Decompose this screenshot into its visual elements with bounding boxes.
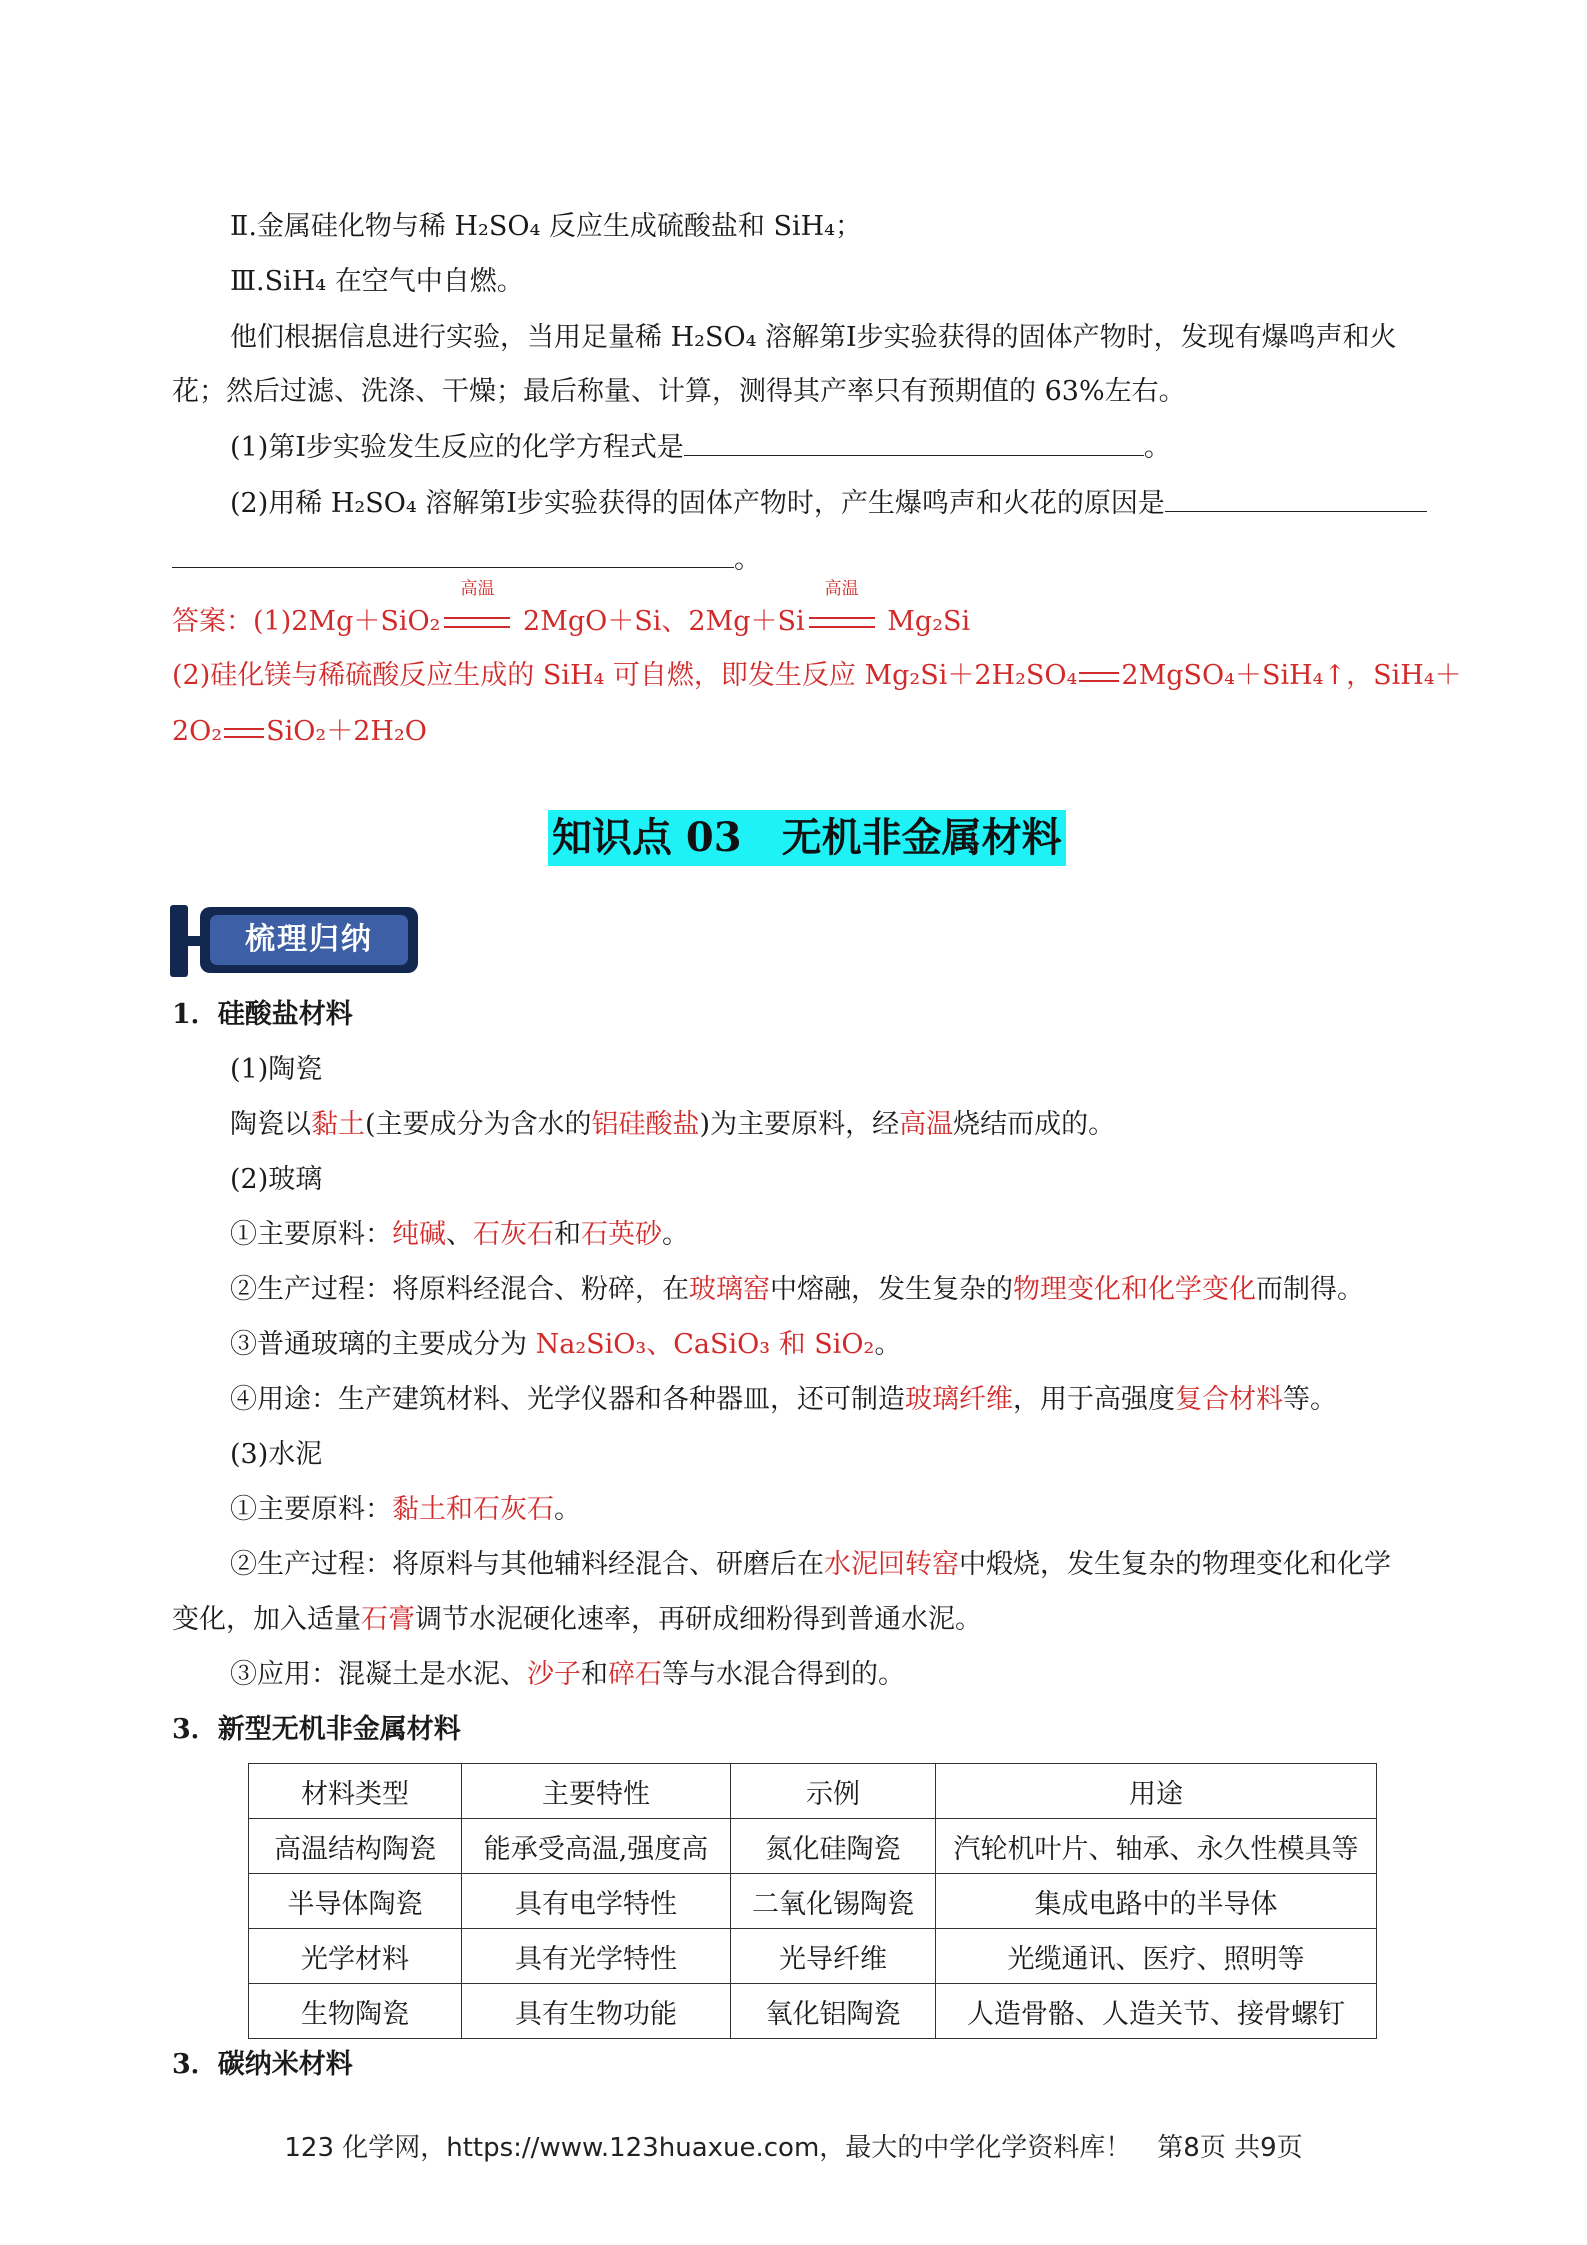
materials-table bbox=[248, 1763, 1377, 2039]
answer-line1 bbox=[172, 579, 971, 642]
intro-step3: Ⅲ.SiH₄ 在空气中自燃。 bbox=[230, 266, 524, 297]
answer-line3 bbox=[172, 712, 427, 752]
condition-label-1: 高温 bbox=[460, 579, 495, 599]
intro-paragraph-line1: 他们根据信息进行实验，当用足量稀 H₂SO₄ 溶解第Ⅰ步实验获得的固体产物时，发现有爆鸣声和火 bbox=[230, 322, 1397, 353]
question-2-cont bbox=[172, 540, 761, 580]
table-cell: 具有电学特性 bbox=[462, 1874, 731, 1929]
table-row bbox=[249, 1874, 1377, 1929]
question-1-period: 。 bbox=[1143, 432, 1171, 463]
glass-title: (2)玻璃 bbox=[230, 1164, 323, 1195]
answer-end: Mg₂Si bbox=[887, 606, 971, 637]
cement-process-line1: ②生产过程：将原料与其他辅料经混合、研磨后在水泥回转窑中煅烧，发生复杂的物理变化和化学 bbox=[230, 1549, 1391, 1580]
answer-blank-2a[interactable] bbox=[1165, 485, 1427, 512]
glass-uses: ④用途：生产建筑材料、光学仪器和各种器皿，还可制造玻璃纤维，用于高强度复合材料等。 bbox=[230, 1384, 1337, 1415]
table-cell: 具有生物功能 bbox=[462, 1984, 731, 2039]
answer-blank-2b[interactable] bbox=[172, 541, 734, 568]
table-header: 用途 bbox=[936, 1764, 1377, 1819]
table-cell: 生物陶瓷 bbox=[249, 1984, 462, 2039]
question-1-text: (1)第Ⅰ步实验发生反应的化学方程式是 bbox=[230, 432, 684, 463]
table-cell: 二氧化锡陶瓷 bbox=[731, 1874, 936, 1929]
section-1-title: 1．硅酸盐材料 bbox=[172, 999, 353, 1030]
intro-step2: Ⅱ.金属硅化物与稀 H₂SO₄ 反应生成硫酸盐和 SiH₄； bbox=[230, 211, 863, 242]
table-header: 材料类型 bbox=[249, 1764, 462, 1819]
cement-process-line2: 变化，加入适量石膏调节水泥硬化速率，再研成细粉得到普通水泥。 bbox=[172, 1604, 982, 1635]
question-2 bbox=[230, 484, 1427, 524]
condition-arrow-2 bbox=[805, 579, 879, 642]
section-3-title: 3．新型无机非金属材料 bbox=[172, 1714, 461, 1745]
question-2-period: 。 bbox=[734, 544, 761, 575]
equals-sign bbox=[1079, 672, 1119, 682]
question-2-text: (2)用稀 H₂SO₄ 溶解第Ⅰ步实验获得的固体产物时，产生爆鸣声和火花的原因是 bbox=[230, 488, 1165, 519]
page-footer: 123 化学网，https://www.123huaxue.com，最大的中学化学资料库！ 第8页 共9页 bbox=[284, 2133, 1303, 2163]
ceramic-title: (1)陶瓷 bbox=[230, 1054, 323, 1085]
intro-paragraph-line2: 花；然后过滤、洗涤、干燥；最后称量、计算，测得其产率只有预期值的 63%左右。 bbox=[172, 376, 1186, 407]
table-header: 主要特性 bbox=[462, 1764, 731, 1819]
table-cell: 半导体陶瓷 bbox=[249, 1874, 462, 1929]
table-cell: 氧化铝陶瓷 bbox=[731, 1984, 936, 2039]
table-row bbox=[249, 1929, 1377, 1984]
glass-process: ②生产过程：将原料经混合、粉碎，在玻璃窑中熔融，发生复杂的物理变化和化学变化而制得。 bbox=[230, 1274, 1364, 1305]
answer-line2 bbox=[172, 656, 1462, 696]
table-header: 示例 bbox=[731, 1764, 936, 1819]
table-cell: 能承受高温,强度高 bbox=[462, 1819, 731, 1874]
table-cell: 汽轮机叶片、轴承、永久性模具等 bbox=[936, 1819, 1377, 1874]
answer-line2-part2: 2MgSO₄＋SiH₄↑，SiH₄＋ bbox=[1121, 660, 1462, 691]
table-row bbox=[249, 1819, 1377, 1874]
summary-badge-label: 梳理归纳 bbox=[210, 915, 408, 965]
answer-prefix: 答案：(1)2Mg＋SiO₂ bbox=[172, 606, 441, 637]
table-cell: 氮化硅陶瓷 bbox=[731, 1819, 936, 1874]
answer-line2-part1: (2)硅化镁与稀硫酸反应生成的 SiH₄ 可自燃，即发生反应 Mg₂Si＋2H₂SO₄ bbox=[172, 660, 1078, 691]
condition-label-2: 高温 bbox=[824, 579, 859, 599]
table-cell: 高温结构陶瓷 bbox=[249, 1819, 462, 1874]
cement-materials: ①主要原料：黏土和石灰石。 bbox=[230, 1494, 581, 1525]
glass-materials: ①主要原料：纯碱、石灰石和石英砂。 bbox=[230, 1219, 689, 1250]
answer-line3-part2: SiO₂＋2H₂O bbox=[266, 716, 427, 747]
table-cell: 人造骨骼、人造关节、接骨螺钉 bbox=[936, 1984, 1377, 2039]
section-3b-title: 3．碳纳米材料 bbox=[172, 2049, 353, 2080]
table-cell: 光缆通讯、医疗、照明等 bbox=[936, 1929, 1377, 1984]
section-heading: 知识点 03 无机非金属材料 bbox=[548, 810, 1066, 866]
table-row bbox=[249, 1984, 1377, 2039]
ceramic-text: 陶瓷以黏土(主要成分为含水的铝硅酸盐)为主要原料，经高温烧结而成的。 bbox=[230, 1109, 1116, 1140]
summary-badge bbox=[170, 905, 422, 977]
equals-sign bbox=[224, 728, 264, 738]
answer-line3-part1: 2O₂ bbox=[172, 716, 223, 747]
table-header-row bbox=[249, 1764, 1377, 1819]
answer-mid: 2MgO＋Si、2Mg＋Si bbox=[523, 606, 805, 637]
table-cell: 具有光学特性 bbox=[462, 1929, 731, 1984]
table-cell: 光导纤维 bbox=[731, 1929, 936, 1984]
question-1 bbox=[230, 428, 1171, 468]
condition-arrow-1 bbox=[440, 579, 514, 642]
glass-composition: ③普通玻璃的主要成分为 Na₂SiO₃、CaSiO₃ 和 SiO₂。 bbox=[230, 1329, 902, 1360]
cement-application: ③应用：混凝土是水泥、沙子和碎石等与水混合得到的。 bbox=[230, 1659, 905, 1690]
table-cell: 光学材料 bbox=[249, 1929, 462, 1984]
cement-title: (3)水泥 bbox=[230, 1439, 323, 1470]
answer-blank-1[interactable] bbox=[684, 429, 1144, 456]
table-cell: 集成电路中的半导体 bbox=[936, 1874, 1377, 1929]
